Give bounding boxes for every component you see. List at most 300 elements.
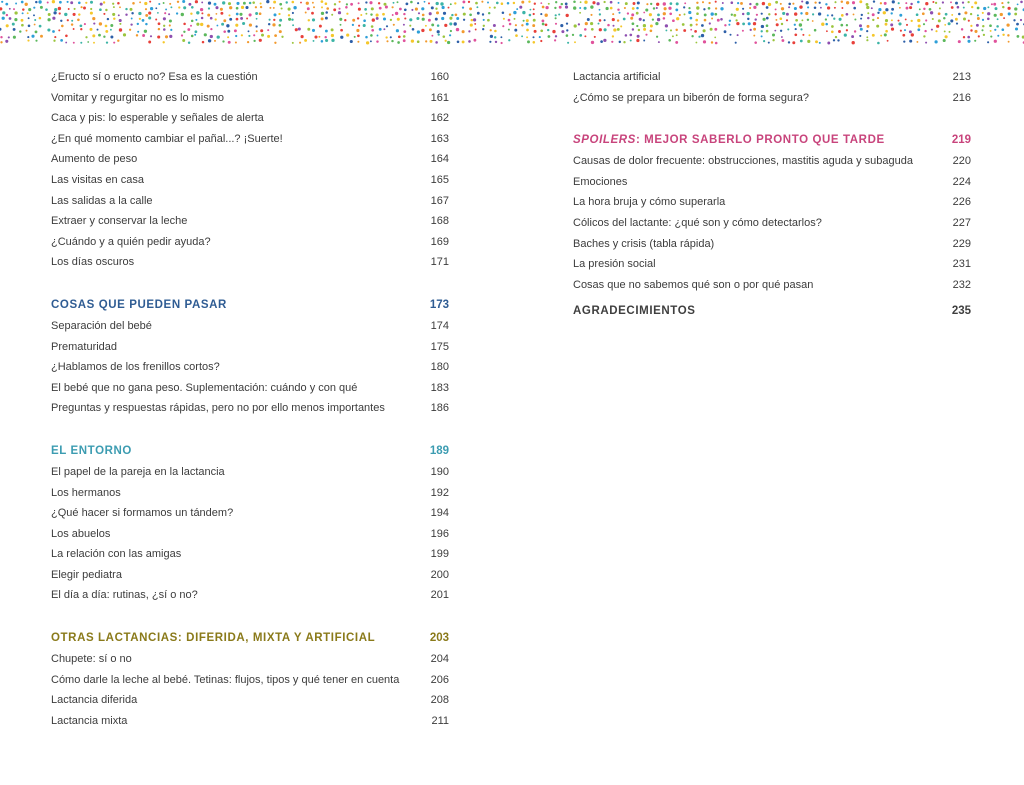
- confetti-dot: [521, 24, 523, 26]
- confetti-dot: [600, 40, 603, 43]
- confetti-dot: [245, 6, 248, 9]
- confetti-dot: [137, 31, 139, 33]
- confetti-dot: [358, 2, 360, 4]
- toc-section-heading[interactable]: [573, 300, 971, 322]
- confetti-dot: [462, 30, 465, 33]
- toc-entry[interactable]: [51, 711, 449, 732]
- confetti-dot: [545, 6, 548, 9]
- confetti-dot: [119, 19, 122, 22]
- confetti-dot: [515, 34, 518, 37]
- toc-entry[interactable]: [51, 565, 449, 586]
- confetti-dot: [807, 40, 810, 43]
- confetti-dot: [819, 2, 821, 4]
- confetti-dot: [421, 29, 424, 32]
- toc-section-heading[interactable]: [51, 440, 449, 462]
- confetti-dot: [917, 1, 920, 4]
- toc-entry[interactable]: [51, 252, 449, 273]
- confetti-dot: [747, 12, 750, 15]
- toc-entry[interactable]: [51, 503, 449, 524]
- toc-entry-page: 216: [952, 91, 971, 104]
- confetti-dot: [449, 34, 451, 36]
- confetti-dot: [273, 7, 275, 9]
- toc-entry[interactable]: [573, 234, 971, 255]
- toc-entry[interactable]: [573, 192, 971, 213]
- confetti-dot: [887, 40, 889, 42]
- confetti-dot: [33, 14, 35, 16]
- confetti-dot: [60, 20, 62, 22]
- confetti-dot: [215, 13, 217, 15]
- confetti-dot: [584, 35, 586, 37]
- confetti-dot: [513, 2, 515, 4]
- confetti-dot: [639, 18, 642, 21]
- confetti-dot: [92, 34, 95, 37]
- confetti-dot: [13, 8, 15, 10]
- confetti-dot: [629, 34, 632, 37]
- confetti-dot: [181, 34, 183, 36]
- confetti-dot: [6, 14, 8, 16]
- confetti-dot: [552, 30, 555, 33]
- confetti-dot: [580, 1, 582, 3]
- confetti-dot: [249, 24, 252, 27]
- confetti-dot: [437, 30, 440, 33]
- confetti-dot: [321, 17, 324, 20]
- confetti-dot: [715, 7, 717, 9]
- confetti-dot: [215, 18, 217, 20]
- confetti-dot: [970, 29, 972, 31]
- confetti-dot: [398, 35, 401, 38]
- confetti-dot: [52, 0, 55, 3]
- confetti-dot: [794, 24, 796, 26]
- confetti-dot: [403, 13, 405, 15]
- confetti-dot: [800, 12, 802, 14]
- confetti-dot: [909, 40, 912, 43]
- confetti-dot: [925, 19, 927, 21]
- confetti-dot: [508, 19, 511, 22]
- confetti-dot: [293, 6, 296, 9]
- confetti-dot: [617, 8, 619, 10]
- confetti-dot: [781, 36, 783, 38]
- confetti-dot: [1014, 7, 1017, 10]
- confetti-dot: [840, 24, 843, 27]
- toc-entry[interactable]: [51, 211, 449, 232]
- confetti-dot: [665, 29, 667, 31]
- confetti-dot: [435, 18, 438, 21]
- confetti-dot: [339, 1, 341, 3]
- confetti-dot: [533, 13, 535, 15]
- confetti-dot: [22, 12, 24, 14]
- confetti-dot: [298, 27, 301, 30]
- confetti-dot: [236, 2, 239, 5]
- confetti-dot: [851, 35, 854, 38]
- confetti-dot: [474, 39, 477, 42]
- confetti-dot: [80, 24, 83, 27]
- confetti-dot: [412, 28, 415, 31]
- confetti-dot: [226, 24, 229, 27]
- confetti-dot: [71, 20, 73, 22]
- confetti-dot: [356, 29, 359, 32]
- toc-entry[interactable]: [573, 172, 971, 193]
- confetti-dot: [788, 6, 790, 8]
- toc-entry[interactable]: [51, 670, 449, 691]
- confetti-dot: [67, 1, 69, 3]
- toc-entry[interactable]: [51, 585, 449, 606]
- confetti-dot: [636, 39, 639, 42]
- confetti-dot: [542, 23, 545, 26]
- confetti-dot: [269, 19, 271, 21]
- confetti-dot: [683, 29, 686, 32]
- confetti-dot: [736, 8, 739, 11]
- confetti-dot: [366, 41, 369, 44]
- confetti-dot: [775, 1, 778, 4]
- toc-entry[interactable]: [51, 378, 449, 399]
- confetti-dot: [442, 6, 445, 9]
- confetti-dot: [103, 1, 105, 3]
- confetti-dot: [80, 42, 82, 44]
- confetti-dot: [371, 25, 374, 28]
- confetti-dot: [515, 24, 517, 26]
- confetti-dot: [821, 23, 824, 26]
- confetti-dot: [39, 25, 42, 28]
- confetti-dot: [987, 6, 989, 8]
- confetti-dot: [448, 7, 450, 9]
- confetti-dot: [859, 35, 861, 37]
- confetti-dot: [1017, 35, 1020, 38]
- confetti-dot: [890, 23, 893, 26]
- confetti-dot: [519, 6, 522, 9]
- confetti-dot: [709, 22, 711, 24]
- confetti-dot: [653, 7, 655, 9]
- toc-left-column: [51, 67, 449, 731]
- section-page: 203: [429, 632, 449, 645]
- confetti-dot: [702, 1, 704, 3]
- confetti-dot: [938, 12, 941, 15]
- confetti-dot: [406, 3, 409, 6]
- confetti-dot: [393, 2, 395, 4]
- confetti-dot: [795, 19, 798, 22]
- confetti-dot: [1002, 6, 1004, 8]
- toc-entry-page: 163: [430, 132, 449, 145]
- confetti-dot: [260, 2, 262, 4]
- confetti-dot: [494, 36, 496, 38]
- confetti-dot: [625, 2, 628, 5]
- confetti-dot: [240, 17, 243, 20]
- toc-entry[interactable]: [51, 129, 449, 150]
- confetti-dot: [204, 33, 207, 36]
- toc-entry[interactable]: [51, 483, 449, 504]
- toc-entry-page: 174: [430, 319, 449, 332]
- confetti-dot: [612, 25, 614, 27]
- toc-entry[interactable]: [573, 88, 971, 109]
- toc-entry-title: Elegir pediatra: [51, 568, 122, 581]
- confetti-dot: [826, 30, 828, 32]
- toc-entry-title: La hora bruja y cómo superarla: [573, 196, 726, 209]
- confetti-dot: [872, 19, 874, 21]
- confetti-dot: [364, 8, 367, 11]
- confetti-dot: [756, 3, 759, 6]
- confetti-dot: [98, 34, 101, 37]
- confetti-dot: [210, 17, 213, 20]
- confetti-dot: [573, 6, 576, 9]
- confetti-dot: [248, 35, 250, 37]
- confetti-dot: [145, 14, 148, 17]
- confetti-dot: [795, 28, 797, 30]
- toc-entry-title: Extraer y conservar la leche: [51, 215, 188, 228]
- confetti-dot: [561, 3, 563, 5]
- toc-entry[interactable]: [51, 337, 449, 358]
- toc-entry-title: Los abuelos: [51, 527, 111, 540]
- toc-entry-page: 224: [952, 175, 971, 188]
- confetti-dot: [165, 35, 168, 38]
- confetti-dot: [911, 33, 914, 36]
- confetti-dot: [279, 3, 282, 6]
- confetti-dot: [612, 35, 614, 37]
- confetti-dot: [539, 36, 541, 38]
- confetti-dot: [930, 11, 933, 14]
- confetti-dot: [668, 39, 671, 42]
- confetti-dot: [392, 6, 394, 8]
- confetti-dot: [835, 36, 837, 38]
- confetti-dot: [142, 19, 145, 22]
- confetti-dot: [383, 17, 386, 20]
- confetti-dot: [470, 24, 473, 27]
- confetti-dot: [834, 7, 836, 9]
- confetti-dot: [207, 14, 210, 17]
- confetti-dot: [981, 29, 983, 31]
- confetti-dot: [256, 18, 258, 20]
- confetti-dot: [528, 0, 530, 2]
- toc-entry-title: Lactancia mixta: [51, 714, 128, 727]
- confetti-dot: [742, 30, 744, 32]
- confetti-dot: [526, 36, 528, 38]
- confetti-dot: [905, 18, 907, 20]
- confetti-dot: [397, 41, 400, 44]
- confetti-dot: [274, 42, 276, 44]
- confetti-dot: [812, 20, 814, 22]
- confetti-dot: [274, 13, 277, 16]
- confetti-dot: [255, 25, 257, 27]
- confetti-dot: [611, 41, 613, 43]
- confetti-dot: [899, 14, 902, 17]
- toc-section-heading[interactable]: [51, 294, 449, 316]
- confetti-dot: [9, 8, 11, 10]
- confetti-dot: [902, 34, 905, 37]
- confetti-dot: [482, 13, 484, 15]
- confetti-dot: [704, 19, 707, 22]
- toc-section-heading[interactable]: [573, 129, 971, 151]
- confetti-dot: [229, 6, 232, 9]
- toc-entry-page: 231: [952, 258, 971, 271]
- confetti-dot: [383, 28, 385, 30]
- section-page: 219: [951, 134, 971, 147]
- confetti-dot: [691, 35, 693, 37]
- confetti-dot: [261, 34, 264, 37]
- toc-entry[interactable]: [573, 213, 971, 234]
- confetti-dot: [877, 12, 879, 14]
- confetti-dot: [234, 29, 237, 32]
- toc-entry-page: 227: [952, 216, 971, 229]
- confetti-dot: [210, 28, 212, 30]
- toc-entry[interactable]: [51, 690, 449, 711]
- confetti-dot: [841, 14, 844, 17]
- confetti-dot: [669, 12, 672, 15]
- toc-entry[interactable]: [51, 544, 449, 565]
- confetti-dot: [566, 29, 568, 31]
- confetti-dot: [463, 19, 465, 21]
- confetti-dot: [8, 36, 10, 38]
- toc-entry[interactable]: [51, 67, 449, 88]
- confetti-dot: [695, 19, 698, 22]
- confetti-dot: [656, 36, 658, 38]
- confetti-dot: [145, 23, 147, 25]
- confetti-dot: [371, 29, 374, 32]
- confetti-dot: [77, 19, 80, 22]
- confetti-dot: [444, 24, 447, 27]
- toc-entry[interactable]: [51, 170, 449, 191]
- confetti-dot: [65, 35, 68, 38]
- confetti-dot: [31, 35, 34, 38]
- confetti-dot: [370, 40, 372, 42]
- confetti-dot: [410, 1, 413, 4]
- confetti-dot: [288, 18, 291, 21]
- confetti-dot: [28, 17, 30, 19]
- section-page: 235: [951, 305, 971, 318]
- confetti-dot: [935, 30, 937, 32]
- confetti-dot: [435, 8, 437, 10]
- toc-entry[interactable]: [51, 316, 449, 337]
- confetti-dot: [27, 36, 29, 38]
- confetti-dot: [379, 7, 382, 10]
- confetti-dot: [445, 40, 447, 42]
- confetti-dot: [924, 30, 926, 32]
- toc-entry-title: Cosas que no sabemos qué son o por qué pasan: [573, 278, 814, 291]
- confetti-dot: [403, 35, 406, 38]
- confetti-dot: [672, 19, 675, 22]
- confetti-dot: [613, 28, 616, 31]
- confetti-dot: [9, 17, 12, 20]
- confetti-dot: [801, 19, 803, 21]
- confetti-dot: [853, 13, 855, 15]
- confetti-dot: [169, 3, 171, 5]
- toc-entry-page: 180: [430, 361, 449, 374]
- confetti-dot: [559, 6, 562, 9]
- confetti-dot: [324, 36, 326, 38]
- toc-entry[interactable]: [573, 151, 971, 172]
- confetti-dot: [125, 13, 127, 15]
- toc-entry[interactable]: [51, 398, 449, 419]
- toc-entry-title: El día a día: rutinas, ¿sí o no?: [51, 589, 198, 602]
- confetti-dot: [944, 30, 946, 32]
- confetti-dot: [690, 29, 692, 31]
- confetti-dot: [923, 8, 925, 10]
- confetti-dot: [990, 36, 992, 38]
- confetti-dot: [540, 2, 542, 4]
- confetti-dot: [350, 3, 353, 6]
- toc-entry[interactable]: [51, 357, 449, 378]
- confetti-dot: [1007, 34, 1009, 36]
- confetti-dot: [454, 22, 457, 25]
- confetti-dot: [360, 14, 362, 16]
- toc-entry[interactable]: [51, 462, 449, 483]
- confetti-dot: [67, 19, 69, 21]
- toc-entry[interactable]: [51, 649, 449, 670]
- confetti-dot: [267, 29, 269, 31]
- toc-entry[interactable]: [51, 108, 449, 129]
- confetti-dot: [222, 40, 224, 42]
- confetti-dot: [260, 29, 263, 32]
- confetti-dot: [304, 39, 307, 42]
- confetti-dot: [176, 12, 178, 14]
- confetti-dot: [656, 7, 658, 9]
- confetti-dot: [249, 13, 252, 16]
- toc-entry[interactable]: [573, 254, 971, 275]
- confetti-dot: [236, 13, 239, 16]
- toc-entry[interactable]: [51, 524, 449, 545]
- confetti-dot: [208, 1, 211, 4]
- confetti-dot: [708, 2, 710, 4]
- confetti-dot: [325, 30, 328, 33]
- confetti-dot: [52, 17, 55, 20]
- confetti-dot: [957, 6, 960, 9]
- toc-section-heading[interactable]: [51, 627, 449, 649]
- confetti-dot: [53, 11, 56, 14]
- confetti-dot: [935, 40, 938, 43]
- confetti-dot: [223, 19, 226, 22]
- confetti-dot: [987, 41, 989, 43]
- confetti-dot: [598, 23, 600, 25]
- confetti-dot: [917, 28, 920, 31]
- toc-entry-title: El papel de la pareja en la lactancia: [51, 465, 225, 478]
- confetti-dot: [468, 40, 471, 43]
- confetti-dot: [421, 7, 424, 10]
- toc-entry[interactable]: [573, 275, 971, 296]
- confetti-dot: [170, 6, 172, 8]
- confetti-dot: [873, 0, 875, 2]
- confetti-dot: [877, 17, 879, 19]
- toc-entry[interactable]: [51, 149, 449, 170]
- toc-entry[interactable]: [51, 232, 449, 253]
- toc-entry[interactable]: [51, 88, 449, 109]
- toc-entry[interactable]: [573, 67, 971, 88]
- confetti-dot: [242, 22, 245, 25]
- confetti-dot: [21, 19, 24, 22]
- confetti-dot: [319, 25, 322, 28]
- confetti-dot: [923, 35, 925, 37]
- confetti-dot: [103, 13, 105, 15]
- confetti-dot: [900, 30, 902, 32]
- confetti-dot: [468, 1, 470, 3]
- confetti-dot: [45, 8, 48, 11]
- section-title: COSAS QUE PUEDEN PASAR: [51, 298, 227, 311]
- confetti-dot: [68, 8, 70, 10]
- confetti-dot: [346, 3, 348, 5]
- confetti-dot: [756, 14, 758, 16]
- confetti-dot: [1017, 3, 1019, 5]
- toc-entry-title: ¿Cómo se prepara un biberón de forma segura?: [573, 91, 810, 104]
- confetti-dot: [346, 34, 349, 37]
- confetti-dot: [698, 36, 700, 38]
- confetti-dot: [775, 19, 777, 21]
- confetti-dot: [5, 3, 8, 6]
- confetti-dot: [259, 39, 262, 42]
- toc-entry[interactable]: [51, 191, 449, 212]
- confetti-dot: [982, 12, 984, 14]
- confetti-dot: [279, 30, 282, 33]
- confetti-dot: [35, 1, 37, 3]
- confetti-dot: [321, 6, 323, 8]
- confetti-dot: [106, 41, 108, 43]
- toc-entry-page: 169: [430, 235, 449, 248]
- toc-entry-page: 164: [430, 153, 449, 166]
